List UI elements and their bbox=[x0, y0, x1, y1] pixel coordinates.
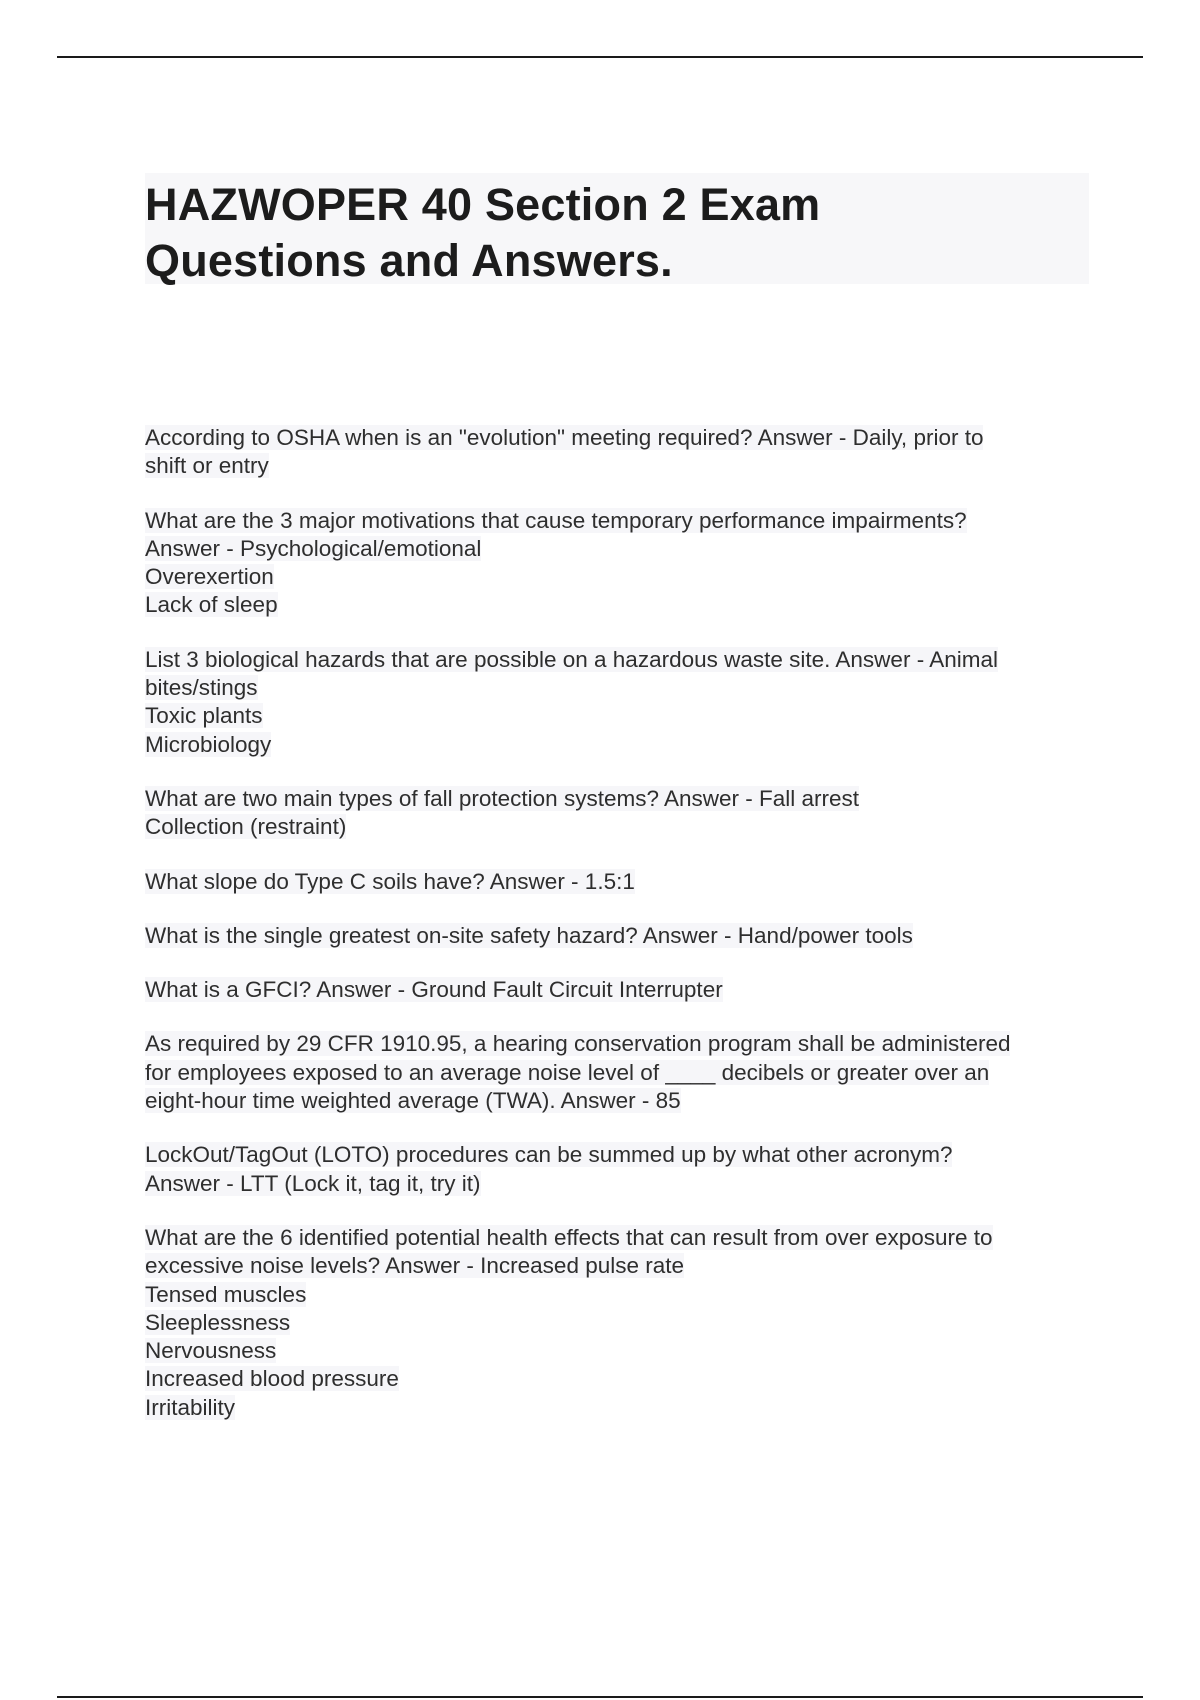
answer-line bbox=[145, 731, 1095, 759]
text-run: excessive noise levels? Answer - Increased pulse rate bbox=[145, 1253, 685, 1279]
qa-list bbox=[145, 424, 1095, 1448]
bottom-rule bbox=[57, 1696, 1143, 1698]
question-text bbox=[145, 785, 1095, 813]
answer-line bbox=[145, 813, 1095, 841]
answer-line bbox=[145, 535, 1095, 563]
answer-line bbox=[145, 1170, 1095, 1198]
qa-item bbox=[145, 868, 1095, 896]
text-run: LockOut/TagOut (LOTO) procedures can be summed up by what other acronym? bbox=[145, 1142, 953, 1168]
question-text bbox=[145, 1141, 1095, 1169]
question-text bbox=[145, 922, 1095, 950]
text-run: What is a GFCI? Answer - Ground Fault Circuit Interrupter bbox=[145, 977, 723, 1003]
text-run: What are the 3 major motivations that cause temporary performance impairments? bbox=[145, 507, 967, 533]
text-run: What slope do Type C soils have? Answer - 1.5:1 bbox=[145, 868, 635, 894]
text-run: Lack of sleep bbox=[145, 592, 278, 618]
text-run: Toxic plants bbox=[145, 703, 263, 729]
answer-line bbox=[145, 1087, 1095, 1115]
qa-item bbox=[145, 1224, 1095, 1422]
answer-line bbox=[145, 1309, 1095, 1337]
text-run: As required by 29 CFR 1910.95, a hearing conservation program shall be administered bbox=[145, 1031, 1011, 1057]
text-run: According to OSHA when is an "evolution" meeting required? Answer - Daily, prior to bbox=[145, 425, 984, 450]
answer-line bbox=[145, 563, 1095, 591]
text-run: Microbiology bbox=[145, 731, 272, 757]
text-run: What is the single greatest on-site safety hazard? Answer - Hand/power tools bbox=[145, 922, 913, 948]
text-run: Answer - Psychological/emotional bbox=[145, 535, 482, 561]
answer-line bbox=[145, 452, 1095, 480]
answer-line bbox=[145, 674, 1095, 702]
title-line: HAZWOPER 40 Section 2 Exam bbox=[145, 179, 821, 230]
text-run: for employees exposed to an average noise level of ____ decibels or greater over an bbox=[145, 1059, 990, 1085]
text-run: Increased blood pressure bbox=[145, 1366, 399, 1392]
answer-line bbox=[145, 702, 1095, 730]
qa-item bbox=[145, 922, 1095, 950]
qa-item bbox=[145, 424, 1095, 481]
page-title bbox=[145, 173, 1089, 289]
qa-item bbox=[145, 646, 1095, 759]
text-run: eight-hour time weighted average (TWA). Answer - 85 bbox=[145, 1088, 681, 1114]
text-run: Overexertion bbox=[145, 564, 274, 590]
text-run: bites/stings bbox=[145, 675, 258, 701]
answer-line bbox=[145, 1365, 1095, 1393]
question-text bbox=[145, 1224, 1095, 1252]
question-text bbox=[145, 976, 1095, 1004]
text-run: Sleeplessness bbox=[145, 1309, 291, 1335]
top-rule bbox=[57, 56, 1143, 58]
answer-line bbox=[145, 1281, 1095, 1309]
text-run: What are two main types of fall protection systems? Answer - Fall arrest bbox=[145, 785, 860, 811]
question-text bbox=[145, 646, 1095, 674]
qa-item bbox=[145, 976, 1095, 1004]
answer-line bbox=[145, 1394, 1095, 1422]
question-text bbox=[145, 868, 1095, 896]
question-text bbox=[145, 1030, 1095, 1058]
question-text bbox=[145, 424, 1095, 452]
text-run: Collection (restraint) bbox=[145, 814, 347, 840]
answer-line bbox=[145, 1252, 1095, 1280]
qa-item bbox=[145, 1030, 1095, 1115]
qa-item bbox=[145, 1141, 1095, 1198]
text-run: Irritability bbox=[145, 1394, 236, 1420]
text-run: Nervousness bbox=[145, 1338, 277, 1364]
text-run: shift or entry bbox=[145, 453, 269, 479]
answer-line bbox=[145, 1059, 1095, 1087]
title-line: Questions and Answers. bbox=[145, 235, 673, 286]
question-text bbox=[145, 507, 1095, 535]
answer-line bbox=[145, 1337, 1095, 1365]
text-run: Answer - LTT (Lock it, tag it, try it) bbox=[145, 1170, 481, 1196]
text-run: Tensed muscles bbox=[145, 1281, 307, 1307]
title-block bbox=[145, 173, 1089, 284]
answer-line bbox=[145, 591, 1095, 619]
text-run: What are the 6 identified potential health effects that can result from over exposure to bbox=[145, 1224, 993, 1250]
qa-item bbox=[145, 507, 1095, 620]
text-run: List 3 biological hazards that are possible on a hazardous waste site. Answer - Animal bbox=[145, 646, 998, 672]
qa-item bbox=[145, 785, 1095, 842]
